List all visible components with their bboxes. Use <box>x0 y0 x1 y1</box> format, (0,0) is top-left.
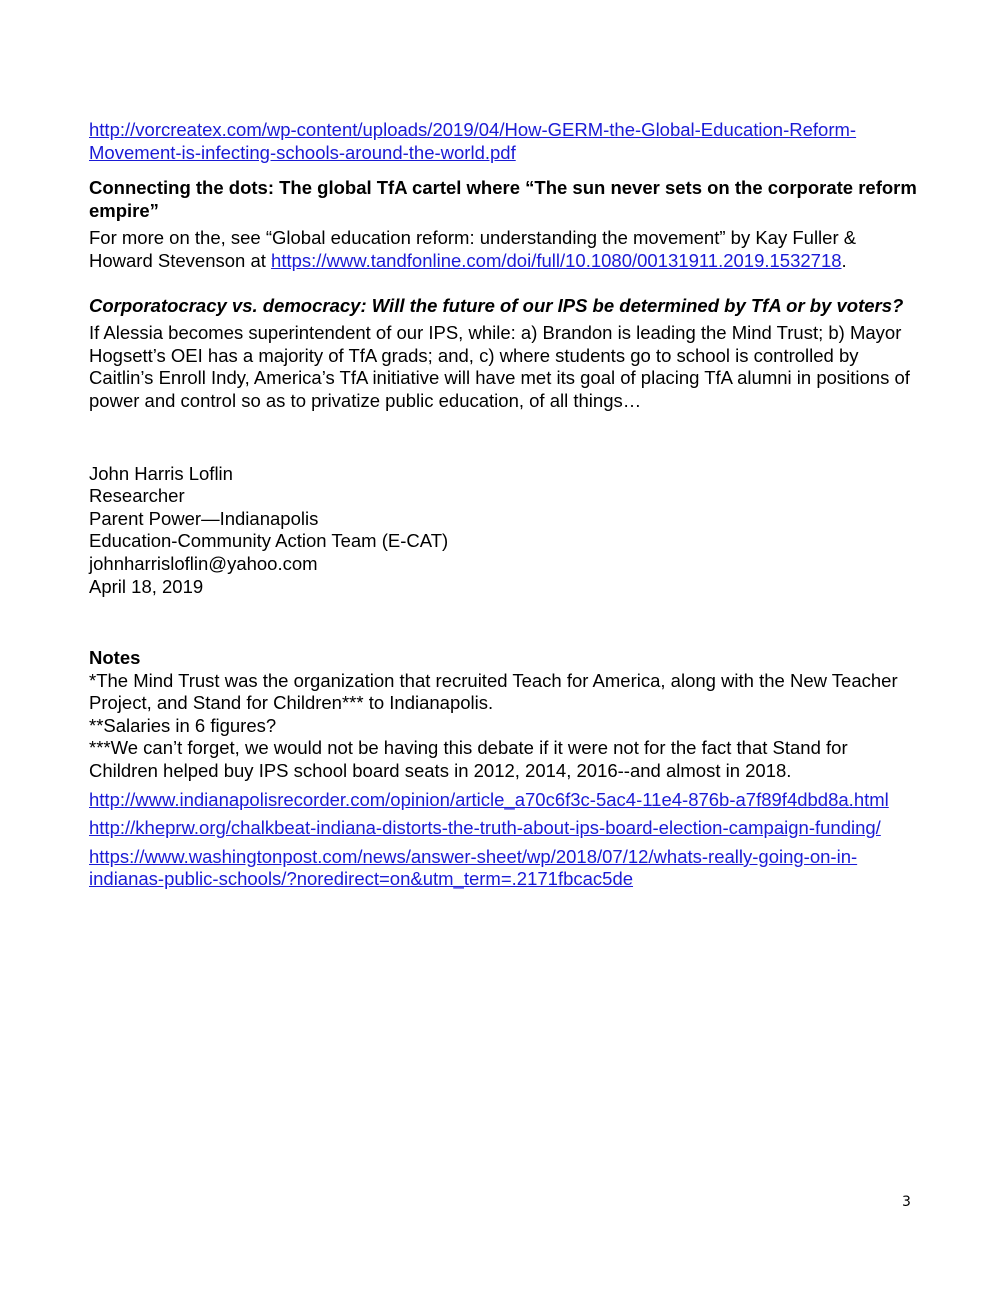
note-1: *The Mind Trust was the organization that recruited Teach for America, along with the New Teacher Project, and Stand for Children*** to Indianapolis. <box>89 669 898 714</box>
washington-post-link[interactable]: https://www.washingtonpost.com/news/answer-sheet/wp/2018/07/12/whats-really-going-on-in-indianas-public-schools/?noredirect=on&utm_term=.2171fbcac5de <box>89 845 858 890</box>
author-role: Researcher <box>89 485 185 507</box>
author-email: johnharrisloflin@yahoo.com <box>89 552 318 574</box>
section-heading-global-tfa: Connecting the dots: The global TfA cartel where “The sun never sets on the corporate reform empire” <box>89 177 917 221</box>
page-content <box>89 119 919 891</box>
page-number: 3 <box>902 1194 911 1210</box>
document-date: April 18, 2019 <box>89 575 204 597</box>
section-paragraph-global-reform <box>89 227 919 272</box>
notes-title: Notes <box>89 647 141 669</box>
section-heading-corporatocracy: Corporatocracy vs. democracy: Will the future of our IPS be determined by TfA or by voters? <box>89 294 904 316</box>
author-organization: Parent Power—Indianapolis <box>89 507 319 529</box>
author-name: John Harris Loflin <box>89 462 233 484</box>
tandf-link[interactable]: https://www.tandfonline.com/doi/full/10.1080/00131911.2019.1532718 <box>271 249 842 271</box>
germ-link[interactable]: http://vorcreatex.com/wp-content/uploads/2019/04/How-GERM-the-Global-Education-Reform-Movement-is-infecting-schools-around-the-world.pdf <box>89 119 857 163</box>
note-3: ***We can’t forget, we would not be having this debate if it were not for the fact that Stand for Children helped buy IPS school board seats in 2012, 2014, 2016--and almost in 2018. <box>89 737 848 782</box>
signature-block <box>89 463 919 599</box>
section-paragraph-corporatocracy: If Alessia becomes superintendent of our IPS, while: a) Brandon is leading the Mind Trust; b) Mayor Hogsett’s OEI has a majority of TfA grads; and, c) where students go to school is controlled by Caitlin’s Enroll Indy, America’s TfA initiative will have met its goal of placing TfA alumni in positions of power and control so as to privatize public education, of all things… <box>89 322 910 411</box>
paragraph-text-end: . <box>841 249 847 271</box>
notes-section <box>89 647 919 891</box>
author-team: Education-Community Action Team (E-CAT) <box>89 530 449 552</box>
recorder-link[interactable]: http://www.indianapolisrecorder.com/opinion/article_a70c6f3c-5ac4-11e4-876b-a7f89f4dbd8a.html <box>89 788 889 810</box>
paragraph-text: For more on the, see “Global education reform: understanding the movement” by Kay Fuller & Howard Stevenson at <box>89 227 857 271</box>
kheprw-link[interactable]: http://kheprw.org/chalkbeat-indiana-distorts-the-truth-about-ips-board-election-campaign-funding/ <box>89 817 881 839</box>
note-2: **Salaries in 6 figures? <box>89 714 277 736</box>
